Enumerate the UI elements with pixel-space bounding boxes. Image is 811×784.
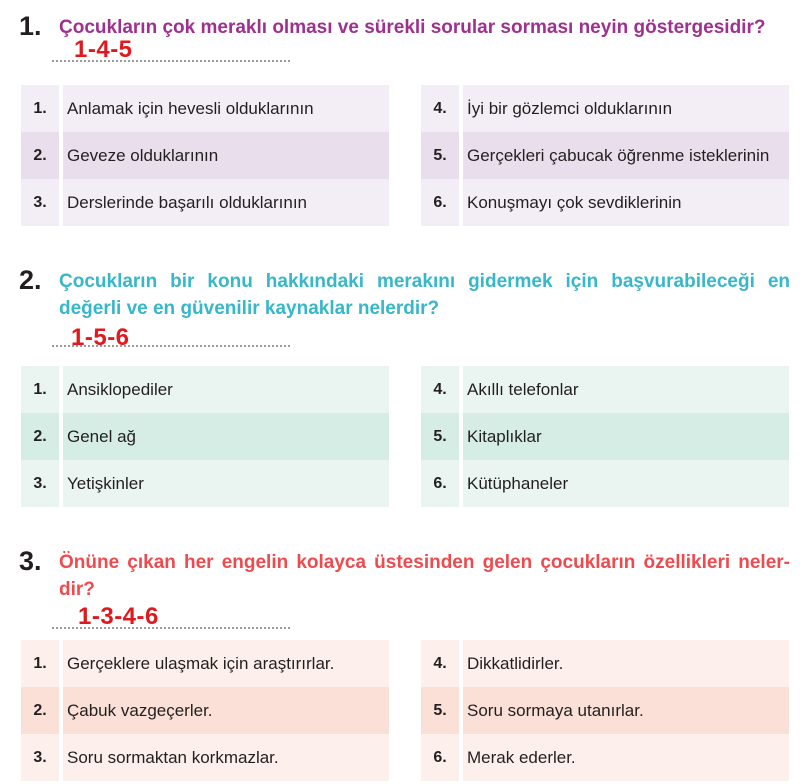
answer-line-3	[52, 627, 290, 629]
option-text: Kütüphaneler	[463, 460, 789, 507]
option-text: İyi bir gözlemci olduklarının	[463, 85, 789, 132]
question-2-text	[59, 268, 790, 322]
question-3-number: 3.	[19, 546, 42, 576]
question-1-answer: 1-4-5	[74, 36, 133, 63]
question-2-answer: 1-5-6	[71, 324, 130, 351]
option-number: 2.	[21, 687, 59, 734]
question-3-text	[59, 549, 790, 603]
option-row	[21, 640, 389, 687]
option-row	[421, 132, 789, 179]
option-number: 2.	[21, 132, 59, 179]
option-number: 4.	[421, 640, 459, 687]
question-2-line-1: Çocukların bir konu hakkındaki merakını gidermek için başvurabileceği en	[59, 271, 790, 292]
option-text: Dikkatlidirler.	[463, 640, 789, 687]
option-row	[421, 85, 789, 132]
option-text: Geveze olduklarının	[63, 132, 389, 179]
option-text: Genel ağ	[63, 413, 389, 460]
option-number: 3.	[21, 460, 59, 507]
option-number: 6.	[421, 734, 459, 781]
option-number: 1.	[21, 640, 59, 687]
option-row	[21, 179, 389, 226]
option-row	[21, 687, 389, 734]
option-row	[421, 179, 789, 226]
option-row	[21, 734, 389, 781]
option-text: Ansiklopediler	[63, 366, 389, 413]
option-row	[21, 460, 389, 507]
answer-line-2	[52, 345, 290, 347]
option-row	[421, 687, 789, 734]
option-row	[21, 366, 389, 413]
option-text: Yetişkinler	[63, 460, 389, 507]
option-text: Soru sormaktan korkmazlar.	[63, 734, 389, 781]
option-number: 1.	[21, 85, 59, 132]
option-row	[21, 132, 389, 179]
question-3-line-2: dir?	[59, 579, 95, 600]
option-text: Anlamak için hevesli olduklarının	[63, 85, 389, 132]
option-text: Akıllı telefonlar	[463, 366, 789, 413]
option-number: 6.	[421, 179, 459, 226]
option-text: Konuşmayı çok sevdiklerinin	[463, 179, 789, 226]
option-row	[421, 460, 789, 507]
option-text: Gerçeklere ulaşmak için araştırırlar.	[63, 640, 389, 687]
question-1-text: Çocukların çok meraklı olması ve sürekli sorular sorması neyin göstergesidir?	[59, 17, 766, 38]
option-number: 5.	[421, 413, 459, 460]
option-number: 3.	[21, 734, 59, 781]
option-row	[421, 640, 789, 687]
option-text: Kitaplıklar	[463, 413, 789, 460]
option-number: 4.	[421, 366, 459, 413]
question-1-number: 1.	[19, 11, 42, 41]
option-text: Derslerinde başarılı olduklarının	[63, 179, 389, 226]
question-2-line-2: değerli ve en güvenilir kaynaklar nelerdir?	[59, 298, 440, 319]
option-number: 1.	[21, 366, 59, 413]
option-row	[421, 734, 789, 781]
option-number: 6.	[421, 460, 459, 507]
option-text: Merak ederler.	[463, 734, 789, 781]
option-number: 2.	[21, 413, 59, 460]
option-text: Çabuk vazgeçerler.	[63, 687, 389, 734]
option-row	[421, 413, 789, 460]
option-number: 5.	[421, 687, 459, 734]
option-number: 5.	[421, 132, 459, 179]
question-2-number: 2.	[19, 265, 42, 295]
question-3-answer: 1-3-4-6	[78, 603, 159, 630]
option-row	[421, 366, 789, 413]
question-3-line-1: Önüne çıkan her engelin kolayca üstesinden gelen çocukların özellikleri neler-	[59, 552, 790, 573]
option-text: Gerçekleri çabucak öğrenme isteklerinin	[463, 132, 789, 179]
option-number: 3.	[21, 179, 59, 226]
option-row	[21, 413, 389, 460]
option-number: 4.	[421, 85, 459, 132]
option-text: Soru sormaya utanırlar.	[463, 687, 789, 734]
option-row	[21, 85, 389, 132]
answer-line-1	[52, 60, 290, 62]
